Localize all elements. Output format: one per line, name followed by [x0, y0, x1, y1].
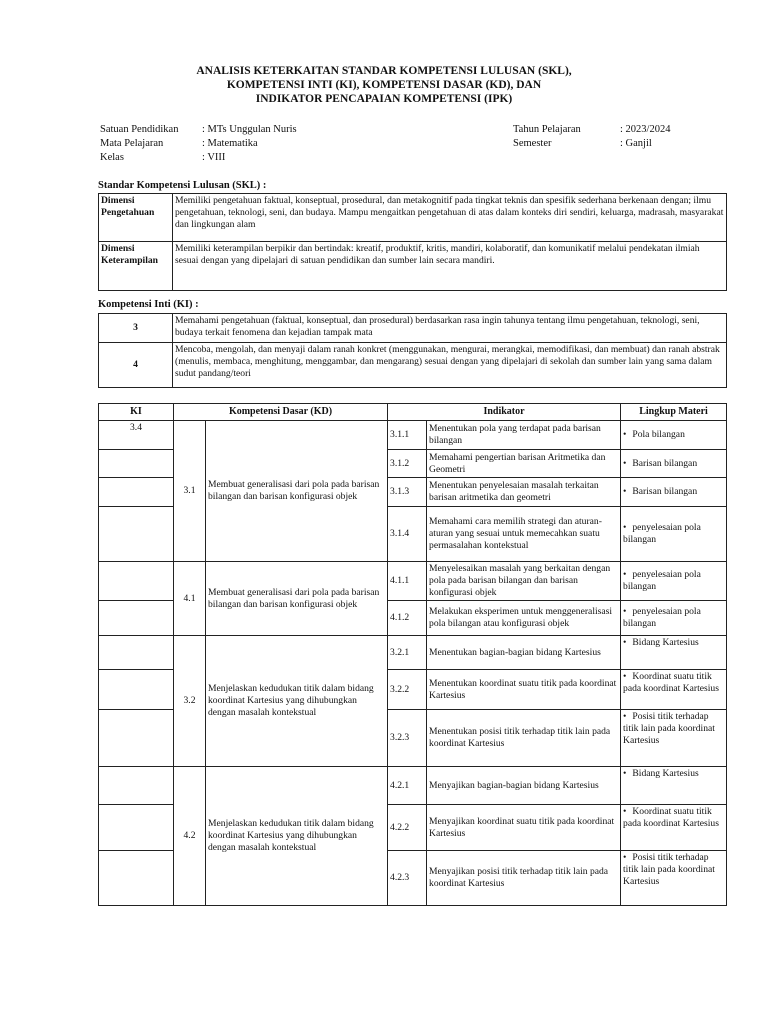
header-ki: KI	[99, 404, 174, 421]
lingkup-materi: • Pola bilangan	[621, 421, 727, 450]
indicator-number: 3.2.3	[388, 710, 427, 767]
skl-text: Memiliki pengetahuan faktual, konseptual, prosedural, dan metakognitif pada tingkat teknis dan spesifik sederhana berkenaan dengan; ilmu pengetahuan, teknologi, seni, dan budaya. Mampu mengaitkan pengetahuan di atas dalam konteks diri sendiri, keluarga, madrasah, masyarakat dan lingkungan alam	[173, 194, 727, 242]
ki-table	[98, 313, 727, 388]
ki-cell-empty	[99, 562, 174, 601]
kd-text: Membuat generalisasi dari pola pada barisan bilangan dan barisan konfigurasi objek	[206, 421, 388, 562]
indicator-text: Memahami pengertian barisan Aritmetika dan Geometri	[427, 450, 621, 478]
kelas-label: Kelas	[100, 152, 124, 163]
satuan-value: : MTs Unggulan Nuris	[202, 124, 297, 135]
lingkup-materi: • Koordinat suatu titik pada koordinat Kartesius	[621, 805, 727, 851]
table-row	[99, 562, 727, 601]
indicator-number: 3.2.2	[388, 670, 427, 710]
lingkup-materi: • penyelesaian pola bilangan	[621, 601, 727, 636]
indicator-number: 3.1.4	[388, 507, 427, 562]
kelas-value: : VIII	[202, 152, 226, 163]
kd-text: Menjelaskan kedudukan titik dalam bidang koordinat Kartesius yang dihubungkan dengan masalah kontekstual	[206, 636, 388, 767]
table-row	[99, 194, 727, 242]
ki-number: 3	[99, 314, 173, 343]
indicator-number: 4.2.2	[388, 805, 427, 851]
indicator-text: Menentukan bagian-bagian bidang Kartesius	[427, 636, 621, 670]
ki-cell-empty	[99, 478, 174, 507]
kd-number: 4.1	[174, 562, 206, 636]
table-row	[99, 343, 727, 388]
lingkup-materi: • Posisi titik terhadap titik lain pada koordinat Kartesius	[621, 851, 727, 906]
header-indikator: Indikator	[388, 404, 621, 421]
lingkup-materi: • Bidang Kartesius	[621, 767, 727, 805]
title-line-3: INDIKATOR PENCAPAIAN KOMPETENSI (IPK)	[255, 93, 513, 105]
indicator-number: 4.1.1	[388, 562, 427, 601]
ki-cell-empty	[99, 636, 174, 670]
kd-text: Menjelaskan kedudukan titik dalam bidang koordinat Kartesius yang dihubungkan dengan masalah kontekstual	[206, 767, 388, 906]
table-row	[99, 636, 727, 670]
indicator-text: Menyajikan posisi titik terhadap titik lain pada koordinat Kartesius	[427, 851, 621, 906]
indicator-number: 3.2.1	[388, 636, 427, 670]
indicator-number: 3.1.3	[388, 478, 427, 507]
kd-number: 3.1	[174, 421, 206, 562]
tahun-value: : 2023/2024	[620, 124, 671, 135]
indicator-text: Menentukan koordinat suatu titik pada koordinat Kartesius	[427, 670, 621, 710]
indicator-text: Menentukan penyelesaian masalah terkaitan barisan aritmetika dan geometri	[427, 478, 621, 507]
mapel-label: Mata Pelajaran	[100, 138, 164, 149]
ki-text: Mencoba, mengolah, dan menyaji dalam ranah konkret (menggunakan, mengurai, merangkai, memodifikasi, dan membuat) dan ranah abstrak (menulis, membaca, menghitung, menggambar, dan mengarang) sesuai dengan yang dipelajari di sekolah dan sumber lain yang sama dalam sudut pandang/teori	[173, 343, 727, 388]
lingkup-materi: • Koordinat suatu titik pada koordinat Kartesius	[621, 670, 727, 710]
satuan-label: Satuan Pendidikan	[100, 124, 179, 135]
ki-number: 4	[99, 343, 173, 388]
indicator-number: 4.1.2	[388, 601, 427, 636]
tahun-label: Tahun Pelajaran	[513, 124, 581, 135]
lingkup-materi: • Barisan bilangan	[621, 478, 727, 507]
ki-cell-empty	[99, 767, 174, 805]
lingkup-materi: • Barisan bilangan	[621, 450, 727, 478]
skl-text: Memiliki keterampilan berpikir dan bertindak: kreatif, produktif, kritis, mandiri, kolaboratif, dan komunikatif melalui pendekatan ilmiah sesuai dengan yang dipelajari di satuan pendidikan dan sumber lain secara mandiri.	[173, 242, 727, 291]
header-kd: Kompetensi Dasar (KD)	[174, 404, 388, 421]
lingkup-materi: • Posisi titik terhadap titik lain pada koordinat Kartesius	[621, 710, 727, 767]
indicator-text: Menyajikan koordinat suatu titik pada koordinat Kartesius	[427, 805, 621, 851]
indicator-text: Menyajikan bagian-bagian bidang Kartesius	[427, 767, 621, 805]
indicator-number: 3.1.1	[388, 421, 427, 450]
skl-label: Dimensi Keterampilan	[99, 242, 173, 291]
indicator-text: Menentukan posisi titik terhadap titik lain pada koordinat Kartesius	[427, 710, 621, 767]
table-header-row	[99, 404, 727, 421]
ki-cell: 3.4	[99, 421, 174, 450]
table-row	[99, 314, 727, 343]
indicator-number: 4.2.3	[388, 851, 427, 906]
lingkup-materi: • Bidang Kartesius	[621, 636, 727, 670]
indicator-number: 3.1.2	[388, 450, 427, 478]
table-row	[99, 421, 727, 450]
kd-text: Membuat generalisasi dari pola pada barisan bilangan dan barisan konfigurasi objek	[206, 562, 388, 636]
title-line-1: ANALISIS KETERKAITAN STANDAR KOMPETENSI LULUSAN (SKL),	[196, 65, 572, 77]
ki-cell-empty	[99, 805, 174, 851]
lingkup-materi: • penyelesaian pola bilangan	[621, 562, 727, 601]
ki-heading: Kompetensi Inti (KI) :	[98, 299, 199, 310]
ki-cell-empty	[99, 710, 174, 767]
skl-heading: Standar Kompetensi Lulusan (SKL) :	[98, 180, 267, 191]
kd-number: 3.2	[174, 636, 206, 767]
ki-cell-empty	[99, 670, 174, 710]
skl-label: Dimensi Pengetahuan	[99, 194, 173, 242]
ki-cell-empty	[99, 851, 174, 906]
mapel-value: : Matematika	[202, 138, 258, 149]
semester-value: : Ganjil	[620, 138, 652, 149]
indicator-text: Memahami cara memilih strategi dan aturan-aturan yang sesuai untuk memecahkan suatu permasalahan kontekstual	[427, 507, 621, 562]
indicator-text: Menentukan pola yang terdapat pada barisan bilangan	[427, 421, 621, 450]
indicator-number: 4.2.1	[388, 767, 427, 805]
lingkup-materi: • penyelesaian pola bilangan	[621, 507, 727, 562]
indicator-text: Melakukan eksperimen untuk menggeneralisasi pola bilangan atau konfigurasi objek	[427, 601, 621, 636]
ki-text: Memahami pengetahuan (faktual, konseptual, dan prosedural) berdasarkan rasa ingin tahunya tentang ilmu pengetahuan, teknologi, seni, budaya terkait fenomena dan kejadian tampak mata	[173, 314, 727, 343]
semester-label: Semester	[513, 138, 552, 149]
indicator-text: Menyelesaikan masalah yang berkaitan dengan pola pada barisan bilangan dan barisan konfigurasi objek	[427, 562, 621, 601]
table-row	[99, 242, 727, 291]
table-row	[99, 767, 727, 805]
ki-cell-empty	[99, 450, 174, 478]
kd-number: 4.2	[174, 767, 206, 906]
kd-indicator-table	[98, 403, 727, 906]
header-lingkup: Lingkup Materi	[621, 404, 727, 421]
title-line-2: KOMPETENSI INTI (KI), KOMPETENSI DASAR (KD), DAN	[226, 79, 542, 91]
ki-cell-empty	[99, 507, 174, 562]
skl-table	[98, 193, 727, 291]
ki-cell-empty	[99, 601, 174, 636]
document-title	[0, 64, 768, 106]
